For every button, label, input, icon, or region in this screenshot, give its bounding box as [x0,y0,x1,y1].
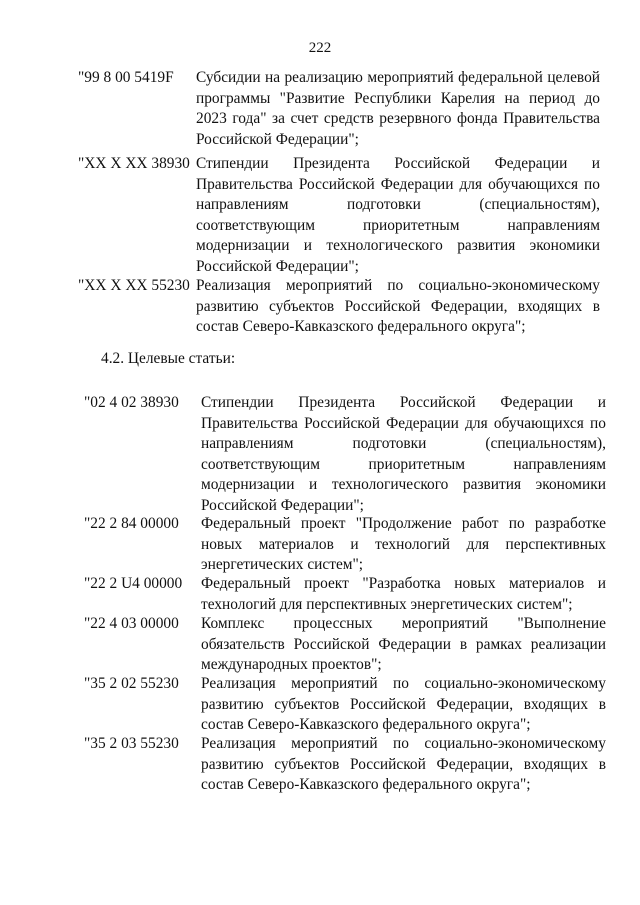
list-item [0,674,640,734]
page-number: 222 [308,40,332,56]
entry-code: "22 2 84 00000 [84,515,179,532]
entry-text: Стипендии Президента Российской Федерации и Правительства Российской Федерации для обучающихся по направлениям подготовки (специальностям), соответствующим приоритетным направлениям модернизации и технологического развития экономики Российской Федерации"; [196,155,600,275]
list-item [0,154,640,276]
list-item [0,276,640,340]
entry-code: "35 2 02 55230 [84,675,179,692]
list-item [0,734,640,798]
entry-text: Реализация мероприятий по социально-экономическому развитию субъектов Российской Федерации, входящих в состав Северо-Кавказского федерального округа"; [196,277,600,335]
section-heading: 4.2. Целевые статьи: [101,350,236,367]
entry-text: Субсидии на реализацию мероприятий федеральной целевой программы "Развитие Республики Карелия на период до 2023 года" за счет средств резервного фонда Правительства Российской Федерации"; [196,69,600,148]
list-item [0,393,640,514]
entry-code: "22 2 U4 00000 [84,575,183,592]
list-item [0,614,640,674]
entry-text: Реализация мероприятий по социально-экономическому развитию субъектов Российской Федерации, входящих в состав Северо-Кавказского федерального округа"; [201,675,606,733]
list-item [0,514,640,574]
entry-code: "35 2 03 55230 [84,735,179,752]
entry-text: Федеральный проект "Продолжение работ по разработке новых материалов и технологий для перспективных энергетических систем"; [201,515,606,573]
entry-text: Федеральный проект "Разработка новых материалов и технологий для перспективных энергетических систем"; [201,575,606,613]
entries-group-2 [0,393,640,798]
list-item [0,68,640,154]
list-item [0,574,640,614]
entry-code: "XX X XX 38930 [78,155,190,172]
entry-code: "22 4 03 00000 [84,615,179,632]
entry-code: "02 4 02 38930 [84,394,179,411]
entry-text: Реализация мероприятий по социально-экономическому развитию субъектов Российской Федерации, входящих в состав Северо-Кавказского федерального округа"; [201,735,606,793]
entry-code: "99 8 00 5419F [78,69,174,86]
entry-text: Комплекс процессных мероприятий "Выполнение обязательств Российской Федерации в рамках реализации международных проектов"; [201,615,606,673]
entry-text: Стипендии Президента Российской Федерации и Правительства Российской Федерации для обучающихся по направлениям подготовки (специальностям), соответствующим приоритетным направлениям модернизации и технологического развития экономики Российской Федерации"; [201,394,606,514]
entries-group-1 [0,68,640,340]
entry-code: "XX X XX 55230 [78,277,190,294]
